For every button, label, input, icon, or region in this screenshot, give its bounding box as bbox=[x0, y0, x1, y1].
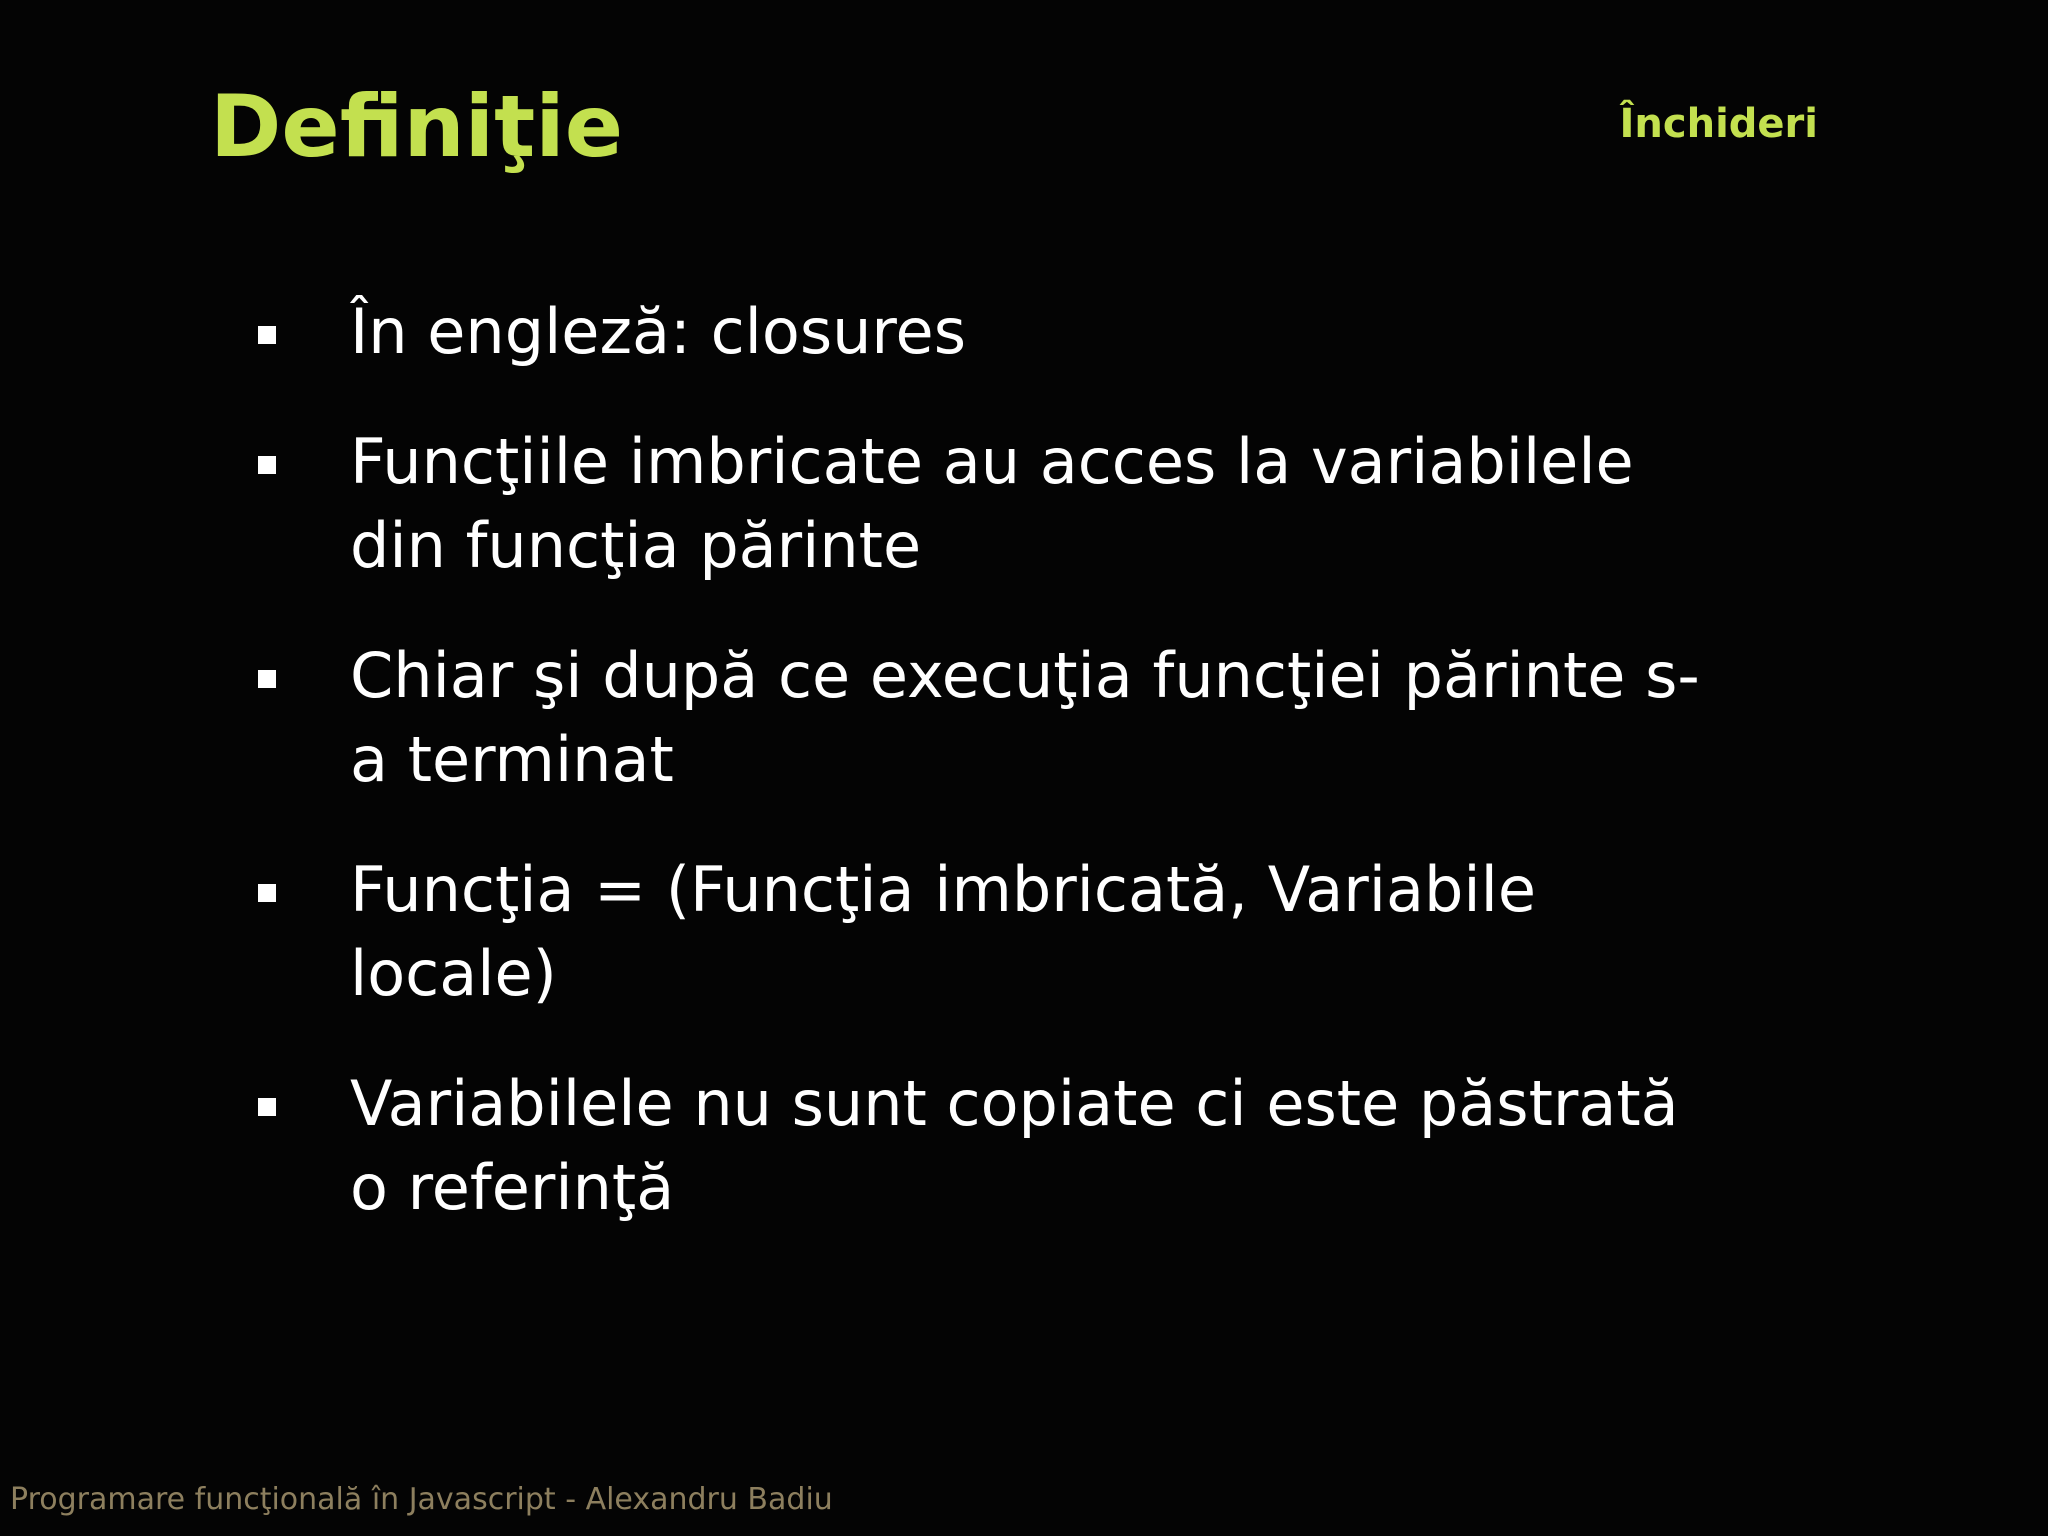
bullet-item bbox=[258, 420, 1718, 588]
section-label: Închideri bbox=[1619, 101, 1818, 147]
bullet-text: Variabilele nu sunt copiate ci este păstrată o referinţă bbox=[350, 1067, 1679, 1224]
bullet-text: Funcţia = (Funcţia imbricată, Variabile locale) bbox=[350, 853, 1536, 1010]
square-bullet-icon bbox=[258, 884, 276, 902]
bullet-text: Chiar şi după ce execuţia funcţiei părinte s-a terminat bbox=[350, 639, 1700, 796]
bullet-item bbox=[258, 1062, 1718, 1230]
bullet-item bbox=[258, 290, 1718, 374]
square-bullet-icon bbox=[258, 326, 276, 344]
bullet-text: Funcţiile imbricate au acces la variabilele din funcţia părinte bbox=[350, 425, 1634, 582]
slide-footer: Programare funcţională în Javascript - Alexandru Badiu bbox=[10, 1482, 833, 1517]
slide-title: Definiţie bbox=[210, 77, 624, 177]
square-bullet-icon bbox=[258, 670, 276, 688]
bullet-item bbox=[258, 848, 1718, 1016]
bullet-list bbox=[258, 290, 1718, 1276]
bullet-text: În engleză: closures bbox=[350, 295, 967, 368]
bullet-item bbox=[258, 634, 1718, 802]
square-bullet-icon bbox=[258, 456, 276, 474]
square-bullet-icon bbox=[258, 1098, 276, 1116]
